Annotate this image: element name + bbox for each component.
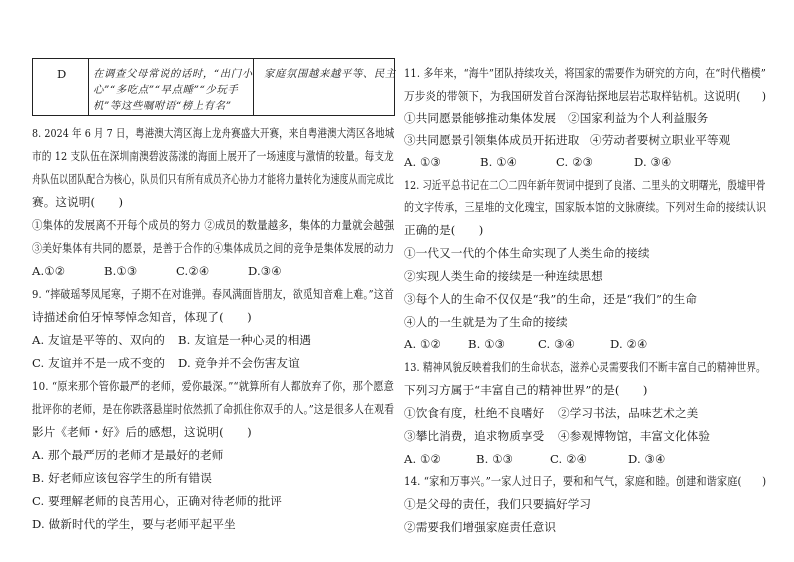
answer-option-d: D. 竞争并不会伤害友谊 bbox=[178, 356, 300, 370]
answer-option-b: B. 友谊是一种心灵的相遇 bbox=[178, 333, 312, 347]
question-text: 11. 多年来，“海牛”团队持续攻关，将国家的需要作为研究的方向，在“时代楷模” bbox=[404, 66, 766, 80]
question-text: 舟队伍以团队配合为核心，队员们只有所有成员齐心协力才能将力量转化为速度从而完成比 bbox=[32, 172, 394, 186]
answer-option-a: A. 友谊是平等的、双向的 bbox=[32, 333, 165, 347]
answer-option-b: B. ①③ bbox=[468, 337, 506, 351]
statement-item: ②学习书法，品味艺术之美 bbox=[558, 406, 699, 420]
question-text: 8. 2024 年 6 月 7 日，粤港澳大湾区海上龙舟赛盛大开赛，来自粤港澳大湾区各地城 bbox=[32, 126, 395, 140]
statement-item: ②实现人类生命的接续是一种连续思想 bbox=[404, 269, 603, 283]
statement-item: ①饮食有度，杜绝不良嗜好 bbox=[404, 406, 545, 420]
answer-option-d: D. ③④ bbox=[628, 452, 666, 466]
answer-option-a: A. ①② bbox=[404, 337, 442, 351]
option-letter: D bbox=[57, 67, 67, 81]
answer-option-c: C. 要理解老师的良苦用心，正确对待老师的批评 bbox=[32, 494, 283, 508]
statement-item: ①是父母的责任，我们只要搞好学习 bbox=[404, 497, 592, 511]
answer-option-d: D.③④ bbox=[248, 264, 282, 278]
statement-item: ①一代又一代的个体生命实现了人类生命的接续 bbox=[404, 246, 650, 260]
question-text: 批评你的老师，是在你跌落悬崖时依然抓了命抓住你双手的人。”这是很多人在观看 bbox=[32, 402, 395, 416]
answer-option-d: D. ③④ bbox=[634, 155, 672, 169]
example-line-1: 在调查父母常说的话时，“出门小 bbox=[93, 68, 253, 80]
conclusion-line-1: 家庭氛围越来越平等、民主 bbox=[264, 68, 396, 80]
question-text: 市的 12 支队伍在深圳南澳碧波荡漾的海面上展开了一场速度与激情的较量。每支龙 bbox=[32, 149, 394, 163]
statement-item: ②国家利益为个人利益服务 bbox=[568, 111, 709, 125]
table-cell-option bbox=[33, 59, 89, 116]
answer-option-b: B. ①③ bbox=[476, 452, 514, 466]
statement-item: ④人的一生就是为了生命的接续 bbox=[404, 315, 568, 329]
answer-option-d: D. 做新时代的学生，要与老师平起平坐 bbox=[32, 517, 236, 531]
answer-option-a: A. ①③ bbox=[404, 155, 442, 169]
question-text: 的文字传承，三星堆的文化瑰宝，国家版本馆的文脉赓续。下列对生命的接续认识 bbox=[404, 200, 767, 214]
statement-item: ④劳动者要树立职业平等观 bbox=[590, 133, 731, 147]
answer-option-c: C. ②③ bbox=[556, 155, 594, 169]
statement-item: ①共同愿景能够推动集体发展 bbox=[404, 111, 557, 125]
statement-item: ④参观博物馆，丰富文化体验 bbox=[558, 429, 711, 443]
statement-item: ②需要我们增强家庭责任意识 bbox=[404, 520, 557, 534]
question-text: 万步炎的带领下，为我国研发首台深海钻探地层岩芯取样钻机。这说明( ) bbox=[404, 89, 767, 103]
question-text: 诗描述俞伯牙悼琴悼念知音，体现了( ) bbox=[32, 310, 252, 324]
answer-option-b: B. 好老师应该包容学生的所有错误 bbox=[32, 471, 212, 485]
question-text: 9. “摔破瑶琴凤尾寒，子期不在对谁弹。春风满面皆朋友，欲觅知音难上难。”这首 bbox=[32, 287, 394, 301]
statement-item: ③共同愿景引领集体成员开拓进取 bbox=[404, 133, 580, 147]
answer-option-a: A. 那个最严厉的老师才是最好的老师 bbox=[32, 448, 224, 462]
answer-option-b: B. ①④ bbox=[480, 155, 518, 169]
example-line-2: 心”“多吃点”“早点睡”“少玩手 bbox=[93, 84, 239, 96]
question-text: 下列习方属于“丰富自己的精神世界”的是( ) bbox=[404, 383, 648, 397]
table-row bbox=[33, 59, 395, 116]
question-text: 12. 习近平总书记在二〇二四年新年贺词中提到了良渚、二里头的文明曙光，殷墟甲骨 bbox=[404, 178, 766, 192]
question-text: 14. “家和万事兴。”一家人过日子，要和和气气，家庭和睦。创建和谐家庭( ) bbox=[404, 474, 767, 488]
answer-option-c: C. 友谊并不是一成不变的 bbox=[32, 356, 166, 370]
answer-option-c: C. ②④ bbox=[550, 452, 588, 466]
question-text: 正确的是( ) bbox=[404, 223, 484, 237]
answer-table bbox=[32, 58, 395, 116]
answer-option-a: A. ①② bbox=[404, 452, 442, 466]
answer-option-a: A.①② bbox=[32, 264, 66, 278]
answer-option-b: B.①③ bbox=[104, 264, 138, 278]
answer-option-d: D. ②④ bbox=[610, 337, 648, 351]
statement-item: ③美好集体有共同的愿景，是善于合作的④集体成员之间的竞争是集体发展的动力 bbox=[32, 241, 395, 255]
question-text: 影片《老师・好》后的感想，这说明( ) bbox=[32, 425, 252, 439]
statement-item: ③攀比消费，追求物质享受 bbox=[404, 429, 545, 443]
statement-item: ③每个人的生命不仅仅是“我”的生命，还是“我们”的生命 bbox=[404, 292, 698, 306]
example-line-3: 机”等这些嘱咐语“榜上有名” bbox=[93, 100, 232, 112]
answer-option-c: C. ③④ bbox=[538, 337, 576, 351]
question-text: 赛。这说明( ) bbox=[32, 195, 124, 209]
question-text: 10. “原来那个管你最严的老师，爱你最深。”“就算所有人都放弃了你，那个愿意 bbox=[32, 379, 395, 393]
table-cell-conclusion bbox=[254, 59, 395, 116]
table-cell-example bbox=[89, 59, 254, 116]
statement-item: ①集体的发展离不开每个成员的努力 ②成员的数量越多，集体的力量就会越强 bbox=[32, 218, 395, 232]
answer-option-c: C.②④ bbox=[176, 264, 210, 278]
question-text: 13. 精神风貌反映着我们的生命状态，滋养心灵需要我们不断丰富自己的精神世界。 bbox=[404, 360, 766, 374]
